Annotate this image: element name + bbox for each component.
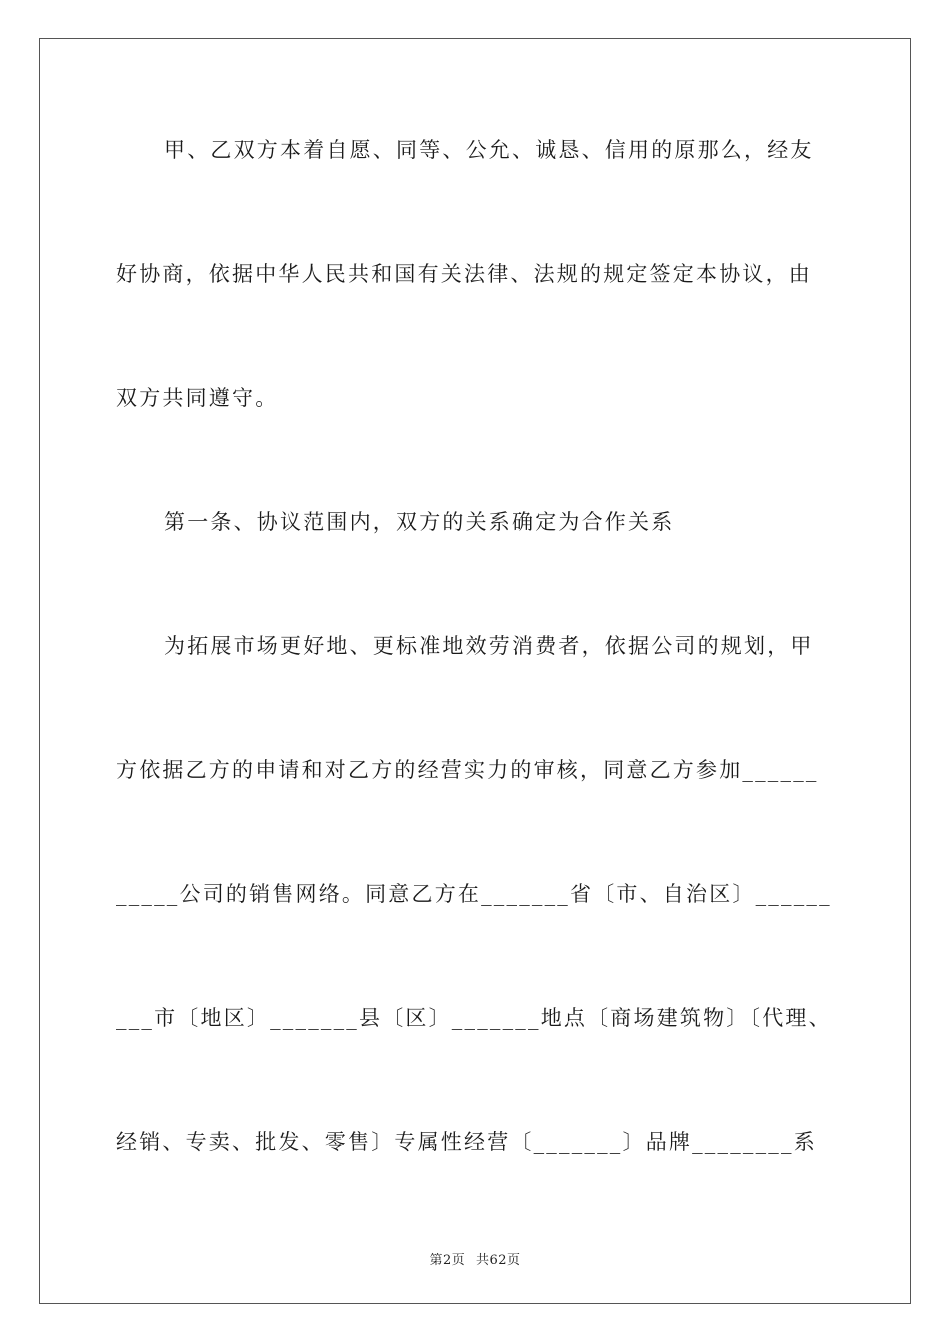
paragraph-line: 为拓展市场更好地、更标准地效劳消费者，依据公司的规划，甲 bbox=[164, 634, 814, 658]
paragraph-line: _____公司的销售网络。同意乙方在_______省〔市、自治区〕______ bbox=[116, 882, 832, 906]
paragraph-line: 方依据乙方的申请和对乙方的经营实力的审核，同意乙方参加______ bbox=[116, 758, 819, 782]
page-frame bbox=[39, 38, 911, 1304]
paragraph-line: 双方共同遵守。 bbox=[116, 386, 279, 410]
paragraph-line: ___市〔地区〕_______县〔区〕_______地点〔商场建筑物〕〔代理、 bbox=[116, 1006, 832, 1030]
paragraph-line: 好协商，依据中华人民共和国有关法律、法规的规定签定本协议，由 bbox=[116, 262, 812, 286]
paragraph-line: 经销、专卖、批发、零售〕专属性经营〔_______〕品牌________系 bbox=[116, 1130, 817, 1154]
article-heading: 第一条、协议范围内，双方的关系确定为合作关系 bbox=[164, 510, 675, 534]
page-total: 共62页 bbox=[475, 1253, 521, 1268]
page-number: 第2页 bbox=[429, 1253, 466, 1268]
paragraph-line: 甲、乙双方本着自愿、同等、公允、诚恳、信用的原那么，经友 bbox=[164, 138, 814, 162]
page-footer bbox=[0, 1249, 950, 1268]
